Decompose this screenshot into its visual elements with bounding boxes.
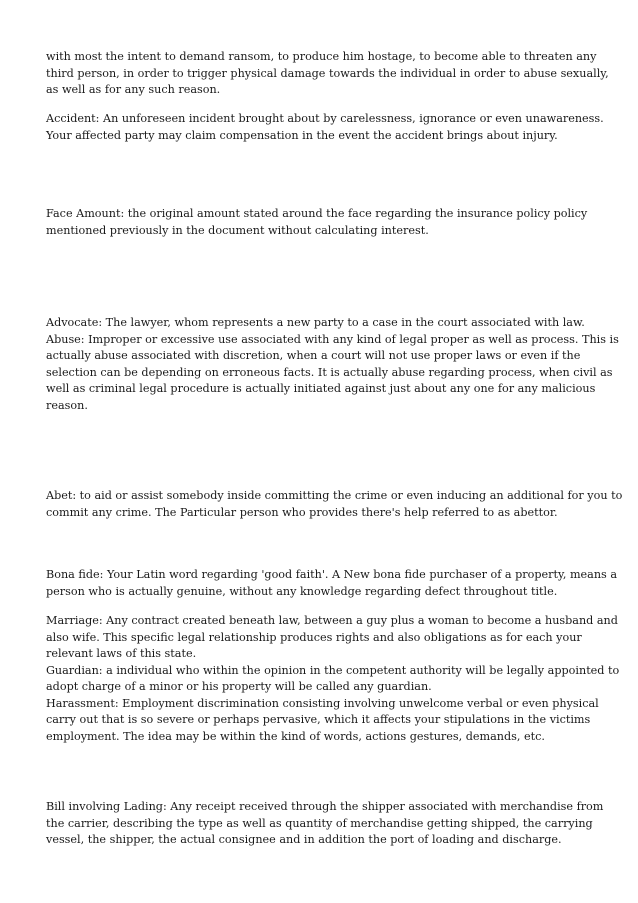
- text-line: Your affected party may claim compensation in the event the accident brings about injury.: [46, 128, 558, 142]
- text-line: as well as for any such reason.: [46, 83, 221, 96]
- text-line: actually abuse associated with discretion, when a court will not use proper laws or even if the: [46, 349, 581, 362]
- paragraph-face-amount: [46, 206, 598, 239]
- text-line: person who is actually genuine, without any knowledge regarding defect throughout title.: [46, 584, 558, 598]
- paragraph-advocate-abuse: [46, 315, 619, 414]
- text-line: also wife. This specific legal relationship produces rights and also obligations as for each your: [46, 630, 582, 644]
- text-line: adopt charge of a minor or his property will be called any guardian.: [46, 680, 432, 693]
- text-line: relevant laws of this state.: [46, 647, 197, 660]
- text-line: Guardian: a individual who within the opinion in the competent authority will be legally appointed to: [46, 663, 620, 677]
- text-line: carry out that is so severe or perhaps pervasive, which it affects your stipulations in the victims: [46, 713, 591, 726]
- text-line: Harassment: Employment discrimination consisting involving unwelcome verbal or even physical: [46, 696, 599, 710]
- text-line: Bill involving Lading: Any receipt received through the shipper associated with merchandise from: [46, 800, 604, 813]
- text-line: Marriage: Any contract created beneath law, between a guy plus a woman to become a husband and: [46, 614, 618, 627]
- text-line: Abuse: Improper or excessive use associated with any kind of legal proper as well as process. This is: [46, 332, 619, 346]
- text-line: well as criminal legal procedure is actually initiated against just about any one for any malicious: [46, 382, 596, 395]
- text-line: Accident: An unforeseen incident brought about by carelessness, ignorance or even unawareness.: [46, 112, 604, 125]
- text-line: third person, in order to trigger physical damage towards the individual in order to abuse sexually,: [46, 66, 609, 80]
- text-line: commit any crime. The Particular person who provides there's help referred to as abettor.: [46, 505, 558, 519]
- text-line: selection can be depending on erroneous facts. It is actually abuse regarding process, when civil as: [46, 365, 613, 379]
- paragraph-marriage-guardian-harassment: [46, 613, 620, 745]
- text-line: the carrier, describing the type as well as quantity of merchandise getting shipped, the carrying: [46, 816, 593, 830]
- paragraph-accident: [46, 111, 604, 144]
- paragraph-bill-of-lading: [46, 799, 604, 849]
- paragraph-bona-fide: [46, 567, 618, 600]
- paragraph-abet: [46, 488, 623, 521]
- text-line: reason.: [46, 398, 88, 412]
- text-line: vessel, the shipper, the actual consignee and in addition the port of loading and discharge.: [46, 833, 562, 846]
- paragraph-kidnapping-continuation: [46, 49, 609, 99]
- text-line: employment. The idea may be within the kind of words, actions gestures, demands, etc.: [46, 729, 545, 743]
- text-line: Abet: to aid or assist somebody inside committing the crime or even inducing an additional for you to: [46, 489, 623, 502]
- text-line: with most the intent to demand ransom, to produce him hostage, to become able to threaten any: [46, 50, 597, 63]
- text-line: Face Amount: the original amount stated around the face regarding the insurance policy policy: [46, 207, 588, 220]
- text-line: Advocate: The lawyer, whom represents a new party to a case in the court associated with law.: [46, 316, 585, 329]
- text-line: Bona fide: Your Latin word regarding 'good faith'. A New bona fide purchaser of a property, means a: [46, 568, 618, 581]
- text-line: mentioned previously in the document without calculating interest.: [46, 223, 429, 237]
